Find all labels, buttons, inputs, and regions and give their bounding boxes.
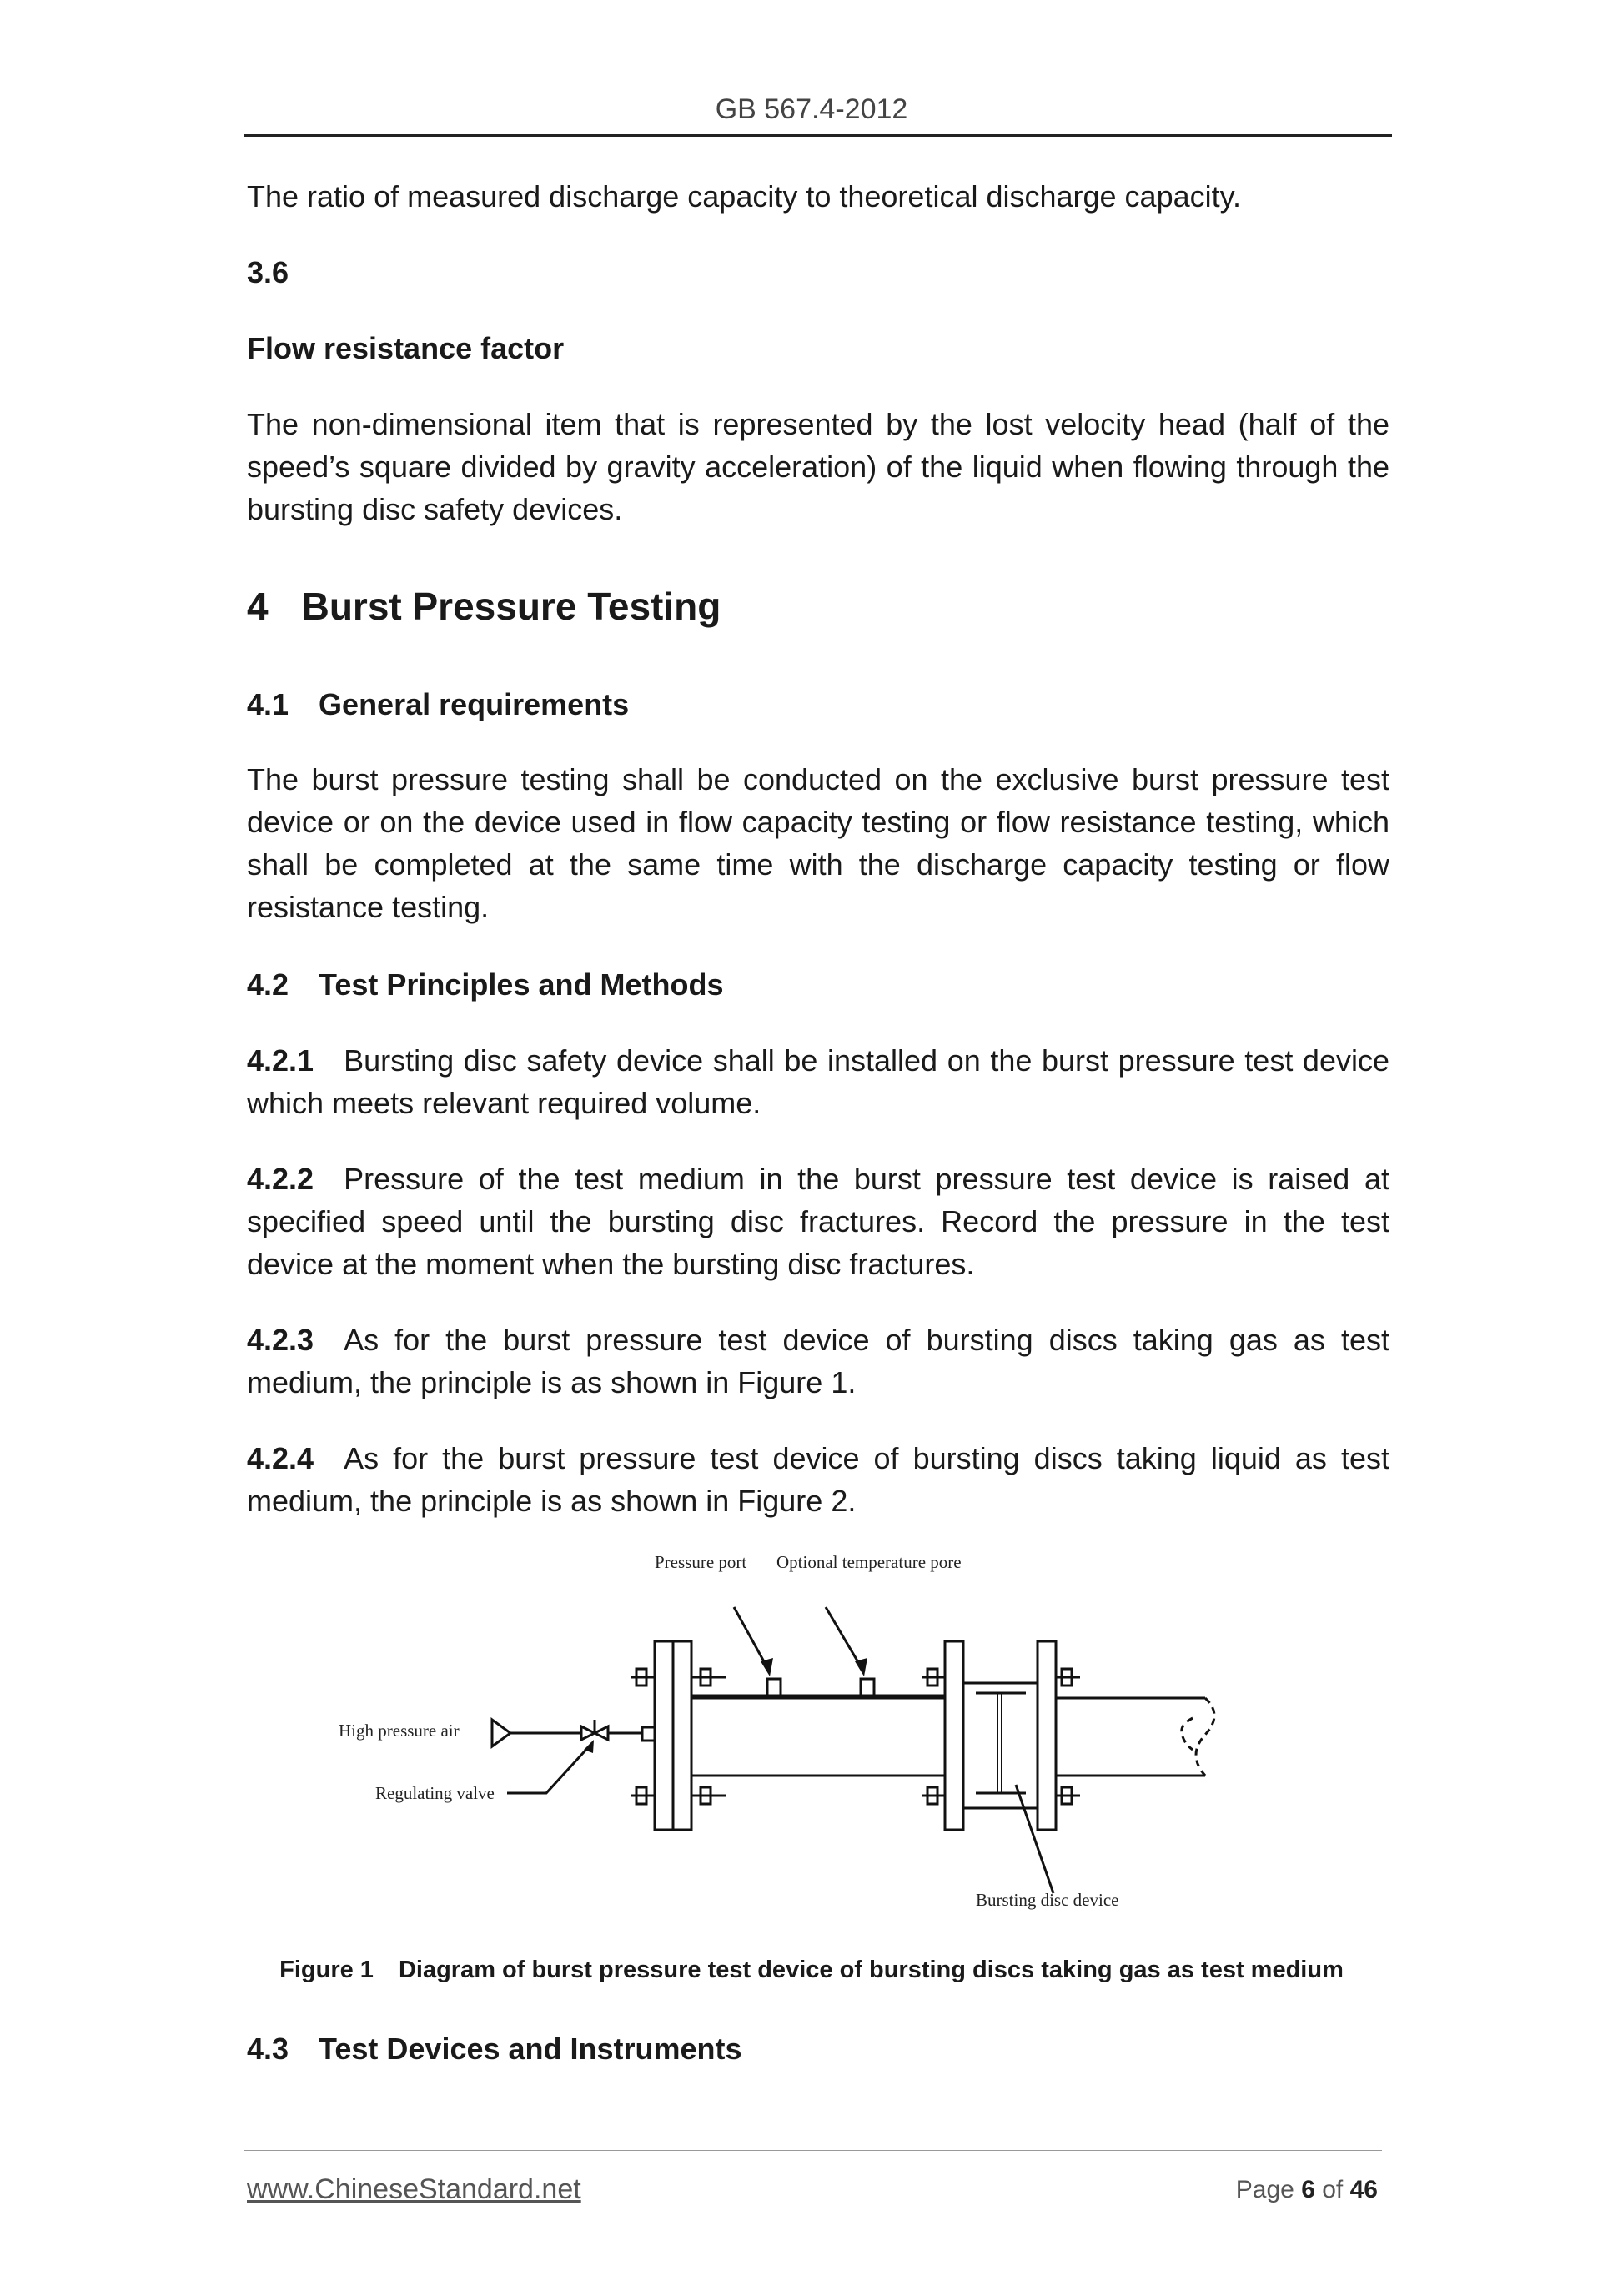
section-4-3-number: 4.3	[247, 2032, 289, 2066]
section-4-1-title: General requirements	[319, 687, 630, 721]
clause-4-2-2	[247, 1158, 1389, 1285]
footer-page-total: 46	[1349, 2176, 1378, 2203]
section-4-heading	[247, 584, 721, 629]
footer-website-link[interactable]: www.ChineseStandard.net	[247, 2173, 581, 2205]
section-4-1-number: 4.1	[247, 687, 289, 721]
bursting-disc-holder	[963, 1683, 1038, 1808]
label-bursting-disc-device: Bursting disc device	[976, 1890, 1119, 1910]
section-4-1-heading	[247, 687, 629, 722]
clause-4-2-2-text: Pressure of the test medium in the burst pressure test device is raised at specified speed until the bursting disc fractures. Record the pressure in the test device at the moment when the bursting disc fractures.	[247, 1162, 1389, 1281]
section-4-2-title: Test Principles and Methods	[319, 967, 724, 1002]
bolt-left-bottom-b	[691, 1787, 726, 1804]
clause-4-2-1-number: 4.2.1	[247, 1043, 314, 1078]
clause-4-2-4-number: 4.2.4	[247, 1441, 314, 1475]
footer-page-indicator	[1236, 2176, 1378, 2204]
bolt-left-top-a	[631, 1669, 655, 1686]
clause-4-2-1-text: Bursting disc safety device shall be installed on the burst pressure test device which meets relevant required volume.	[247, 1043, 1389, 1120]
section-4-2-heading	[247, 967, 723, 1002]
right-flange-plate-a	[945, 1641, 963, 1830]
label-regulating-valve: Regulating valve	[375, 1783, 495, 1803]
label-pressure-port: Pressure port	[655, 1552, 747, 1572]
clause-4-2-4-text: As for the burst pressure test device of bursting discs taking liquid as test medium, the principle is as shown in Figure 2.	[247, 1441, 1389, 1518]
label-temperature-pore: Optional temperature pore	[776, 1552, 962, 1572]
section-4-number: 4	[247, 585, 269, 628]
section-3-6-title: Flow resistance factor	[247, 331, 565, 365]
footer-page-number: 6	[1301, 2176, 1315, 2203]
section-4-3-heading	[247, 2032, 742, 2067]
clause-4-2-3-number: 4.2.3	[247, 1323, 314, 1357]
figure-1-caption-text: Diagram of burst pressure test device of bursting discs taking gas as test medium	[398, 1957, 1344, 1983]
bolt-left-top-b	[691, 1669, 726, 1686]
pressure-port-stub	[767, 1679, 781, 1696]
footer-page-prefix: Page	[1235, 2176, 1294, 2203]
document-header-code: GB 567.4-2012	[715, 93, 908, 125]
footer-page-of: of	[1322, 2176, 1344, 2203]
figure-1-diagram	[317, 1543, 1251, 1927]
temperature-pore-stub	[861, 1679, 874, 1696]
clause-4-2-2-number: 4.2.2	[247, 1162, 314, 1196]
figure-1-caption	[0, 1957, 1623, 1984]
section-4-1-text: The burst pressure testing shall be conducted on the exclusive burst pressure test device or on the device used in flow capacity testing or flow resistance testing, which shall be completed at the same time with the discharge capacity testing or flow resistance testing.	[247, 762, 1389, 924]
section-4-2-number: 4.2	[247, 967, 289, 1002]
section-4-title: Burst Pressure Testing	[301, 585, 721, 628]
section-3-6-text: The non-dimensional item that is represented by the lost velocity head (half of the speed’s square divided by gravity acceleration) of the liquid when flowing through the bursting disc safety devices.	[247, 407, 1389, 526]
bolt-right-top-a	[922, 1669, 945, 1686]
section-3-6-number: 3.6	[247, 255, 289, 289]
bolt-right-bottom-b	[1056, 1787, 1080, 1804]
clause-4-2-1	[247, 1039, 1389, 1124]
section-4-3-title: Test Devices and Instruments	[319, 2032, 742, 2066]
bolt-left-bottom-a	[631, 1787, 655, 1804]
figure-1-caption-number: Figure 1	[279, 1957, 374, 1983]
clause-4-2-4	[247, 1437, 1389, 1522]
left-flange-plate-b	[673, 1641, 691, 1830]
bolt-right-top-b	[1056, 1669, 1080, 1686]
bolt-right-bottom-a	[922, 1787, 945, 1804]
clause-4-2-3	[247, 1319, 1389, 1404]
clause-4-2-3-text: As for the burst pressure test device of bursting discs taking gas as test medium, the principle is as shown in Figure 1.	[247, 1323, 1389, 1399]
ratio-paragraph: The ratio of measured discharge capacity to theoretical discharge capacity.	[247, 179, 1241, 214]
left-flange-plate-a	[655, 1641, 673, 1830]
label-high-pressure-air: High pressure air	[339, 1721, 460, 1741]
right-flange-plate-b	[1038, 1641, 1056, 1830]
header-rule	[244, 134, 1392, 137]
footer-rule	[244, 2150, 1382, 2151]
